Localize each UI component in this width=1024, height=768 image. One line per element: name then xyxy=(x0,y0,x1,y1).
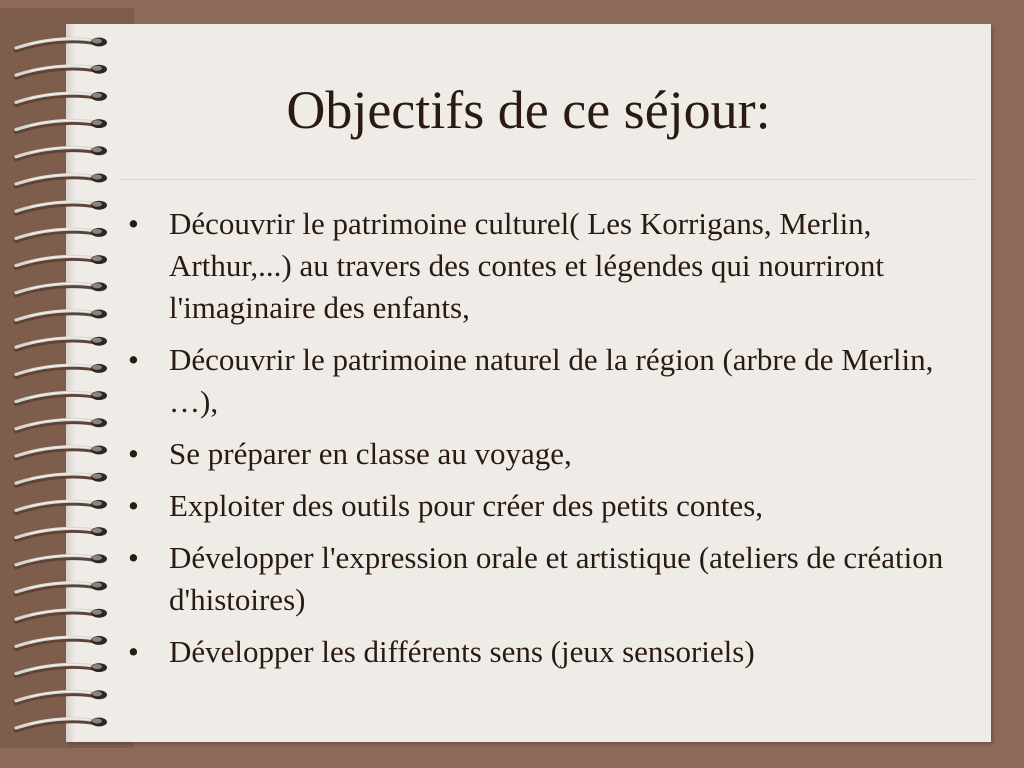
bullet-text: Découvrir le patrimoine naturel de la région (arbre de Merlin, …), xyxy=(169,342,934,419)
spiral-ring xyxy=(16,310,107,323)
bullet-text: Développer les différents sens (jeux sensoriels) xyxy=(169,634,755,669)
spiral-ring xyxy=(16,228,107,241)
spiral-ring xyxy=(16,255,107,268)
bullet-item xyxy=(118,631,968,673)
spiral-ring xyxy=(16,418,107,431)
bullet-item xyxy=(118,537,968,621)
bullet-item xyxy=(118,485,968,527)
spiral-ring xyxy=(16,609,107,622)
spiral-ring xyxy=(16,446,107,459)
spiral-ring xyxy=(16,337,107,350)
spiral-ring xyxy=(16,690,107,703)
bullet-marker: • xyxy=(128,540,139,575)
spiral-ring xyxy=(16,119,107,132)
title-divider xyxy=(120,179,975,180)
spiral-ring xyxy=(16,146,107,159)
spiral-ring xyxy=(16,201,107,214)
spiral-ring xyxy=(16,65,107,78)
bullet-item xyxy=(118,433,968,475)
spiral-ring xyxy=(16,663,107,676)
bullet-marker: • xyxy=(128,206,139,241)
bullet-item xyxy=(118,203,968,329)
spiral-ring xyxy=(16,473,107,486)
spiral-ring xyxy=(16,38,107,51)
spiral-binding-icon xyxy=(0,0,130,768)
slide-title: Objectifs de ce séjour: xyxy=(286,80,771,140)
bullet-marker: • xyxy=(128,342,139,377)
spiral-ring xyxy=(16,527,107,540)
bullet-text: Développer l'expression orale et artistique (ateliers de création d'histoires) xyxy=(169,540,944,617)
spiral-ring xyxy=(16,554,107,567)
bullet-item xyxy=(118,339,968,423)
bullet-list xyxy=(118,203,968,683)
spiral-ring xyxy=(16,718,107,731)
spiral-ring xyxy=(16,92,107,105)
spiral-ring xyxy=(16,364,107,377)
bullet-text: Exploiter des outils pour créer des petits contes, xyxy=(169,488,764,523)
bullet-marker: • xyxy=(128,634,139,669)
spiral-ring xyxy=(16,500,107,513)
spiral-ring xyxy=(16,174,107,187)
bullet-marker: • xyxy=(128,436,139,471)
spiral-ring xyxy=(16,391,107,404)
bullet-text: Se préparer en classe au voyage, xyxy=(169,436,572,471)
bullet-text: Découvrir le patrimoine culturel( Les Korrigans, Merlin, Arthur,...) au travers des contes et légendes qui nourriront l'imaginaire des enfants, xyxy=(169,206,884,325)
spiral-ring xyxy=(16,582,107,595)
spiral-ring xyxy=(16,282,107,295)
bullet-marker: • xyxy=(128,488,139,523)
spiral-ring xyxy=(16,636,107,649)
